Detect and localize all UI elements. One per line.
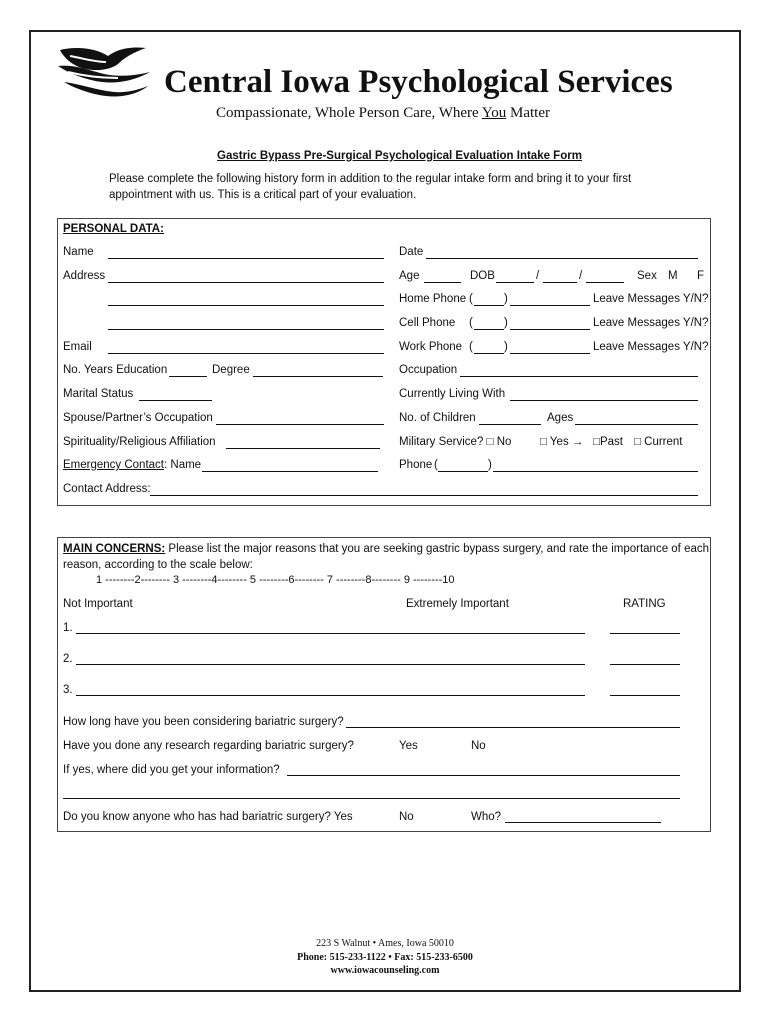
- footer-separator: •: [385, 952, 395, 963]
- name-field[interactable]: [108, 258, 384, 259]
- work-phone-label: Work Phone: [399, 341, 463, 353]
- emergency-contact-label: [63, 459, 201, 471]
- emergency-phone-paren-close: ): [488, 459, 492, 471]
- email-label: Email: [63, 341, 92, 353]
- dob-year-field[interactable]: [586, 282, 624, 283]
- importance-scale: 1 --------2-------- 3 --------4-------- 5 --------6-------- 7 --------8-------- 9 --------10: [96, 574, 455, 586]
- concern-item-1-field[interactable]: [76, 633, 585, 634]
- concern-item-2-field[interactable]: [76, 664, 585, 665]
- emergency-contact-text: Emergency Contact: [63, 459, 164, 471]
- concerns-prompt-text: Please list the major reasons that you are seeking gastric bypass surgery, and rate the importance of each: [165, 543, 710, 555]
- spouse-occupation-label: Spouse/Partner’s Occupation: [63, 412, 213, 424]
- military-service-yes[interactable]: □ Yes →: [540, 436, 584, 448]
- spirituality-label: Spirituality/Religious Affiliation: [63, 436, 216, 448]
- research-question: Have you done any research regarding bariatric surgery?: [63, 740, 354, 752]
- footer-phone-label: Phone:: [297, 952, 328, 963]
- cell-phone-area-field[interactable]: [474, 329, 504, 330]
- where-info-field-1[interactable]: [287, 775, 680, 776]
- cell-phone-leave-messages: Leave Messages Y/N?: [593, 317, 709, 329]
- occupation-label: Occupation: [399, 364, 458, 376]
- main-concerns-heading: MAIN CONCERNS:: [63, 543, 166, 555]
- address-field-1[interactable]: [108, 282, 384, 283]
- cell-phone-paren-open: (: [469, 317, 473, 329]
- ages-label: Ages: [547, 412, 574, 424]
- emergency-name-text: : Name: [164, 459, 202, 471]
- intro-line-1: Please complete the following history form in addition to the regular intake form and bring it to your first: [109, 173, 632, 185]
- who-label: Who?: [471, 811, 502, 823]
- tagline-you: You: [481, 105, 507, 121]
- tagline: [216, 105, 550, 122]
- spouse-occupation-field[interactable]: [216, 424, 384, 425]
- how-long-question: How long have you been considering bariatric surgery?: [63, 716, 344, 728]
- military-service-current[interactable]: □ Current: [634, 436, 683, 448]
- spirituality-field[interactable]: [226, 448, 380, 449]
- children-label: No. of Children: [399, 412, 476, 424]
- home-phone-number-field[interactable]: [510, 305, 590, 306]
- tagline-after: Matter: [506, 105, 550, 121]
- footer-address: 223 S Walnut • Ames, Iowa 50010: [316, 938, 454, 949]
- military-service-no[interactable]: Military Service? □ No: [399, 436, 512, 448]
- where-info-question: If yes, where did you get your information?: [63, 764, 280, 776]
- living-with-label: Currently Living With: [399, 388, 506, 400]
- home-phone-area-field[interactable]: [474, 305, 504, 306]
- address-field-3[interactable]: [108, 329, 384, 330]
- dob-slash-2: /: [579, 270, 583, 282]
- form-title: Gastric Bypass Pre-Surgical Psychological Evaluation Intake Form: [217, 150, 582, 162]
- dob-slash-1: /: [536, 270, 540, 282]
- concerns-prompt-line-1: [63, 543, 709, 555]
- sex-male-option[interactable]: M: [668, 270, 678, 282]
- degree-label: Degree: [212, 364, 250, 376]
- home-phone-paren-open: (: [469, 293, 473, 305]
- sex-female-option[interactable]: F: [697, 270, 705, 282]
- concern-item-1-label: 1.: [63, 622, 73, 634]
- dove-logo-icon: [56, 44, 152, 100]
- where-info-field-2[interactable]: [63, 798, 680, 799]
- who-field[interactable]: [505, 822, 661, 823]
- concern-item-3-field[interactable]: [76, 695, 585, 696]
- footer-contact: [0, 952, 770, 963]
- extremely-important-label: Extremely Important: [406, 598, 509, 610]
- footer-fax-label: Fax:: [394, 952, 414, 963]
- email-field[interactable]: [108, 353, 384, 354]
- contact-address-field[interactable]: [150, 495, 698, 496]
- home-phone-paren-close: ): [504, 293, 508, 305]
- emergency-phone-paren-open: (: [434, 459, 438, 471]
- work-phone-area-field[interactable]: [474, 353, 504, 354]
- cell-phone-paren-close: ): [504, 317, 508, 329]
- concern-item-3-rating[interactable]: [610, 695, 680, 696]
- rating-label: RATING: [623, 598, 666, 610]
- ages-field[interactable]: [575, 424, 698, 425]
- dob-day-field[interactable]: [543, 282, 577, 283]
- occupation-field[interactable]: [460, 376, 698, 377]
- know-anyone-question: Do you know anyone who has had bariatric surgery? Yes: [63, 811, 353, 823]
- home-phone-label: Home Phone: [399, 293, 467, 305]
- know-anyone-no-option[interactable]: No: [399, 811, 414, 823]
- cell-phone-number-field[interactable]: [510, 329, 590, 330]
- concerns-prompt-line-2: reason, according to the scale below:: [63, 559, 253, 571]
- date-label: Date: [399, 246, 424, 258]
- concern-item-2-rating[interactable]: [610, 664, 680, 665]
- intro-line-2: appointment with us. This is a critical part of your evaluation.: [109, 189, 417, 201]
- emergency-phone-area-field[interactable]: [438, 471, 488, 472]
- date-field[interactable]: [426, 258, 698, 259]
- children-field[interactable]: [479, 424, 541, 425]
- concern-item-2-label: 2.: [63, 653, 73, 665]
- work-phone-paren-close: ): [504, 341, 508, 353]
- contact-address-label: Contact Address:: [63, 483, 151, 495]
- marital-status-field[interactable]: [139, 400, 212, 401]
- military-service-past[interactable]: □Past: [593, 436, 623, 448]
- emergency-phone-number-field[interactable]: [493, 471, 698, 472]
- name-label: Name: [63, 246, 94, 258]
- years-education-label: No. Years Education: [63, 364, 168, 376]
- living-with-field[interactable]: [510, 400, 698, 401]
- address-field-2[interactable]: [108, 305, 384, 306]
- sex-label: Sex: [637, 270, 657, 282]
- research-no-option[interactable]: No: [471, 740, 486, 752]
- footer-website[interactable]: www.iowacounseling.com: [330, 965, 440, 976]
- org-name: Central Iowa Psychological Services: [164, 64, 673, 100]
- footer-phone: 515-233-1122: [327, 952, 386, 963]
- emergency-phone-label: Phone: [399, 459, 433, 471]
- address-label: Address: [63, 270, 106, 282]
- personal-data-heading: PERSONAL DATA:: [63, 223, 164, 235]
- concern-item-1-rating[interactable]: [610, 633, 680, 634]
- not-important-label: Not Important: [63, 598, 133, 610]
- tagline-before: Compassionate, Whole Person Care, Where: [216, 105, 482, 121]
- years-education-field[interactable]: [169, 376, 207, 377]
- degree-field[interactable]: [253, 376, 383, 377]
- concern-item-3-label: 3.: [63, 684, 73, 696]
- work-phone-number-field[interactable]: [510, 353, 590, 354]
- age-field[interactable]: [424, 282, 461, 283]
- work-phone-leave-messages: Leave Messages Y/N?: [593, 341, 709, 353]
- dob-label: DOB: [470, 270, 495, 282]
- dob-month-field[interactable]: [496, 282, 534, 283]
- footer-fax: 515-233-6500: [413, 952, 473, 963]
- home-phone-leave-messages: Leave Messages Y/N?: [593, 293, 709, 305]
- age-label: Age: [399, 270, 420, 282]
- marital-status-label: Marital Status: [63, 388, 134, 400]
- cell-phone-label: Cell Phone: [399, 317, 456, 329]
- emergency-name-field[interactable]: [202, 471, 378, 472]
- research-yes-option[interactable]: Yes: [399, 740, 418, 752]
- work-phone-paren-open: (: [469, 341, 473, 353]
- how-long-field[interactable]: [346, 727, 680, 728]
